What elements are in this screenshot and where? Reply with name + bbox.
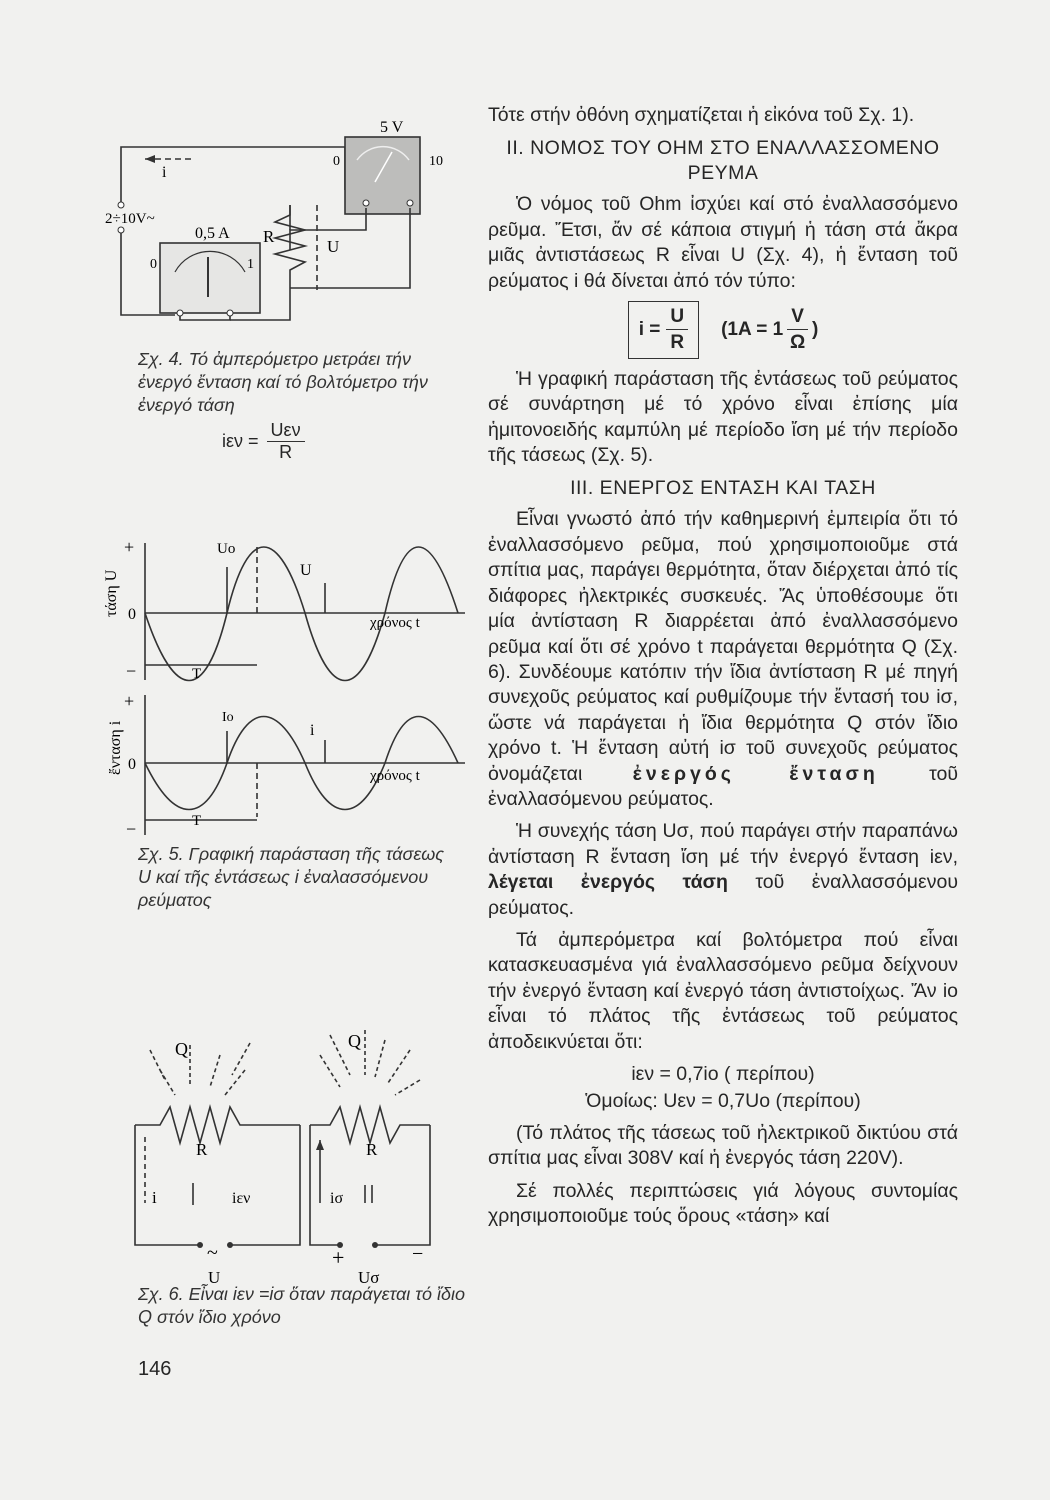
paragraph-rms-voltage [488, 819, 958, 921]
g2-plus: + [124, 691, 135, 711]
figure-4-formula [222, 420, 305, 463]
figure-4-caption: Σχ. 4. Τό ἀμπερόμετρο μετράει τήν ἐνεργό ἔνταση καί τό βολτόμετρο τήν ἐνεργό τάση [138, 349, 428, 415]
ac-voltage-label: U [208, 1268, 221, 1285]
g1-period-label: T [192, 666, 202, 682]
rms-current-label: iεν [232, 1190, 251, 1207]
g1-instant-label: U [300, 562, 312, 579]
voltmeter-range: 5 V [380, 119, 404, 136]
paragraph-rms-current [488, 507, 958, 812]
g2-period-label: T [192, 813, 202, 829]
ammeter-min: 0 [150, 257, 157, 272]
paragraph-intro: Τότε στήν ὀθόνη σχηματίζεται ἡ εἰκόνα τοῦ Σχ. 1). [488, 104, 915, 126]
source-label: 2÷10V~ [105, 211, 155, 227]
figure-4-circuit [105, 110, 445, 330]
ammeter-max: 1 [247, 257, 254, 272]
svg-text:−: − [412, 1243, 424, 1265]
g1-plus: + [124, 537, 135, 557]
ammeter-range: 0,5 A [195, 225, 230, 242]
figure-6-caption: Σχ. 6. Εἶναι iεν =iσ ὅταν παράγεται τό ἴδιο Q στόν ἴδιο χρόνο [138, 1284, 465, 1327]
dc-current-label: iσ [330, 1190, 344, 1207]
formula-lhs: iεν = [222, 431, 259, 451]
unit-den: Ω [789, 332, 806, 354]
unit-lhs: (1A = 1 [721, 319, 784, 341]
left-heat-label: Q [175, 1039, 188, 1059]
dc-plus-symbol: + [332, 1245, 345, 1270]
g1-peak-label: Uo [217, 541, 236, 557]
formula-lhs: i = [638, 319, 661, 341]
figure-5-graphs [100, 535, 470, 845]
rms-voltage-c: τοῦ ἐναλλασσόμενου ρεύματος. [488, 871, 958, 919]
formula-num: Uεν [267, 420, 305, 442]
paragraph-ohm-law: Ὁ νόμος τοῦ Ohm ἰσχύει καί στό ἐναλλασσόμενο ρεῦμα. Ἔτσι, ἄν σέ κάποια στιγμή ἡ τάση στά ἄκρα μιᾶς ἀντιστάσεως R εἶναι U (Σχ. 4), ἡ ἔνταση τοῦ ρεύματος i θά δίνεται ἀπό τόν τύπο: [488, 193, 958, 292]
paragraph-terms: Σέ πολλές περιπτώσεις γιά λόγους συντομίας χρησιμοποιοῦμε τούς ὅρους «τάση» καί [488, 1179, 958, 1228]
g2-zero: 0 [128, 756, 136, 773]
formula-den: R [670, 332, 685, 354]
figure-5-caption: Σχ. 5. Γραφική παράσταση τῆς τάσεως U καί τῆς ἐντάσεως i ἐναλασσόμενου ρεύματος [138, 844, 445, 910]
g2-minus: − [126, 819, 137, 839]
section-heading-rms: III. ΕΝΕΡΓΟΣ ΕΝΤΑΣΗ ΚΑΙ ΤΑΣΗ [570, 477, 876, 500]
left-resistor-label: R [196, 1140, 208, 1159]
formula-num: U [666, 304, 688, 330]
main-text-column [488, 103, 958, 1236]
voltmeter-min: 0 [333, 154, 340, 169]
paragraph-network: (Τό πλάτος τῆς τάσεως τοῦ ἠλεκτρικοῦ δικτύου στά σπίτια μας εἶναι 308V καί ἡ ἐνεργός τάση 220V). [488, 1121, 958, 1170]
formula-den: R [279, 442, 293, 462]
g1-zero: 0 [128, 606, 136, 623]
section-heading-ohm: II. ΝΟΜΟΣ ΤΟΥ ΟΗΜ ΣΤΟ ΕΝΑΛΛΑΣΣΟΜΕΝΟ ΡΕΥΜΑ [506, 137, 940, 185]
paragraph-meters: Τά ἀμπερόμετρα καί βολτόμετρα πού εἶναι κατασκευασμένα γιά ἐναλλασσόμενο ρεῦμα δείχνουν τήν ἐνεργό ἔνταση καί ἐνεργό τάση ἀντιστοίχως. Ἄν io εἶναι τό πλάτος τῆς ἐντάσεως τοῦ ρεύματος ἀποδεικνύεται ὅτι: [488, 928, 958, 1053]
equation-current: iεν = 0,7io ( περίπου) [631, 1063, 815, 1085]
dc-voltage-label: Uσ [358, 1268, 380, 1285]
g2-time-label: χρόνος t [370, 768, 420, 784]
ac-symbol: ~ [207, 1242, 218, 1264]
paragraph-graph: Ἡ γραφική παράσταση τῆς ἐντάσεως τοῦ ρεύματος σέ συνάρτηση μέ τό χρόνο εἶναι ἐπίσης μία ἡμιτονοειδής καμπύλη μέ περίοδο ἴση μέ τήν περίοδο τῆς τάσεως (Σχ. 5). [488, 367, 958, 467]
rms-voltage-a: Ἡ συνεχής τάση Uσ, πού παράγει στήν παραπάνω ἀντίσταση R ἔνταση ἴση μέ τήν ἐνεργό ἔνταση iεν, [488, 820, 958, 868]
resistor-label: R [263, 227, 275, 246]
rms-text-a: Εἶναι γνωστό ἀπό τήν καθημερινή ἐμπειρία ὅτι τό ἐναλλασσόμενο ρεῦμα, πού χρησιμοποιοῦμε στά σπίτια μας, παράγει θερμότητα, ὅταν διέρχεται ἀπό τίς διάφορες ἠλεκτρικές συσκευές. Ἄς ὑποθέσουμε ὅτι μία ἀντίσταση R διαρρέεται ἀπό ἐναλλασσόμενο ρεῦμα καί ὅτι σέ χρόνο t παράγεται θερμότητα Q (Σχ. 6). Συνδέουμε κατόπιν τήν ἴδια ἀντίσταση R μέ πηγή συνεχοῦς ρεύματος καί ρυθμίζουμε τήν ἔντασή του iσ, ὥστε νά παράγεται ἡ ἴδια θερμότητα Q στόν ἴδιο χρόνο t. Ἡ ἔνταση αὐτή iσ τοῦ συνεχοῦς ρεύματος ὀνομάζεται [488, 508, 958, 785]
g1-time-label: χρόνος t [370, 615, 420, 631]
g1-minus: − [126, 661, 137, 681]
ohm-formula [488, 301, 958, 359]
right-resistor-label: R [366, 1140, 378, 1159]
page-number: 146 [138, 1358, 172, 1380]
left-current-label: i [152, 1188, 157, 1207]
rms-text-c: τοῦ ἐναλλασόμενου ρεύματος. [488, 762, 959, 810]
rms-term-current: ἐνεργός ἔνταση [632, 762, 879, 785]
equation-voltage: Ὁμοίως: Uεν = 0,7Uo (περίπου) [585, 1090, 861, 1113]
unit-rhs: ) [811, 319, 819, 341]
g2-peak-label: Io [222, 710, 234, 725]
figure-6-circuits [120, 1025, 450, 1285]
voltmeter-max: 10 [429, 154, 443, 169]
current-label: i [162, 164, 167, 181]
g2-instant-label: i [310, 722, 315, 739]
g2-axis-label: ἔνταση i [107, 720, 124, 775]
rms-term-voltage: λέγεται ἐνεργός τάση [488, 871, 728, 894]
unit-num: V [787, 304, 808, 330]
g1-axis-label: τάση U [103, 569, 120, 617]
voltage-label: U [327, 237, 340, 256]
right-heat-label: Q [348, 1031, 361, 1051]
